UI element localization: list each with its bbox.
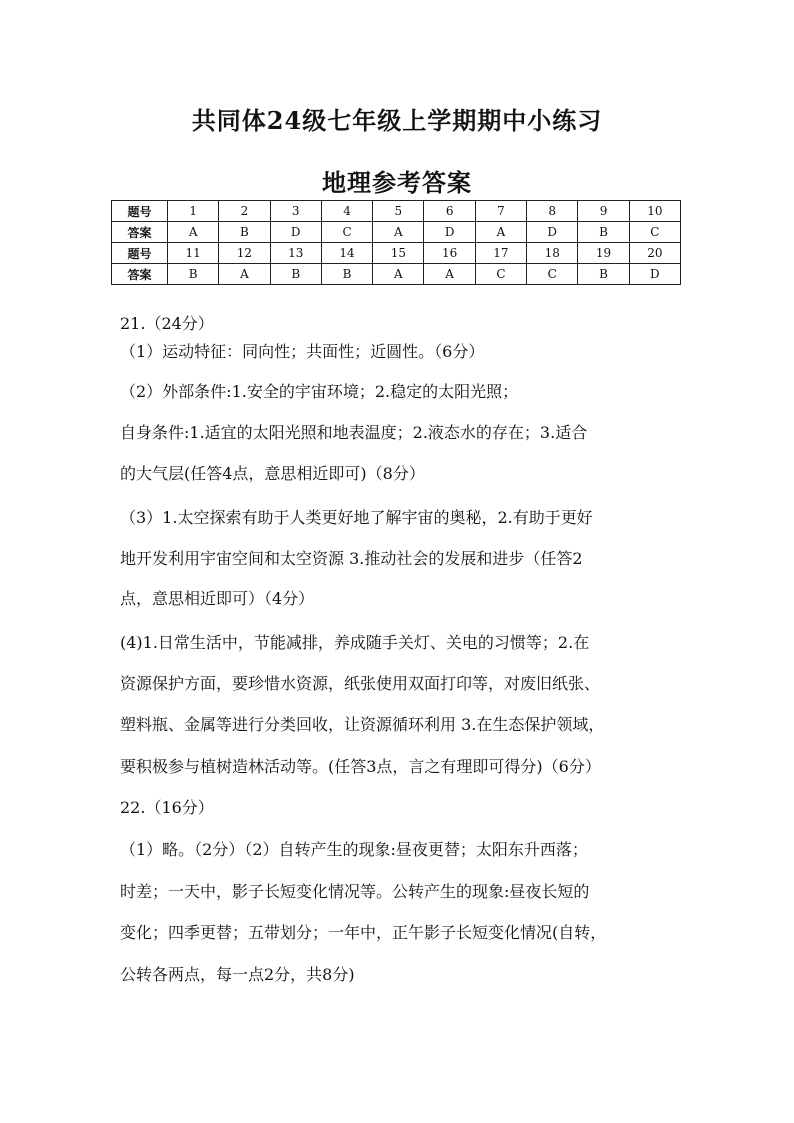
answer-line: 变化；四季更替；五带划分；一年中，正午影子长短变化情况(自转， <box>120 923 607 942</box>
table-cell: 7 <box>475 201 526 222</box>
table-cell: 10 <box>629 201 680 222</box>
answer-line: (4)1.日常生活中，节能减排，养成随手关灯、关电的习惯等；2.在 <box>120 633 590 652</box>
table-cell: 2 <box>219 201 270 222</box>
table-cell: 6 <box>424 201 475 222</box>
table-row <box>112 264 681 285</box>
table-cell: C <box>629 222 680 243</box>
answer-line: 时差；一天中，影子长短变化情况等。公转产生的现象:昼夜长短的 <box>120 882 590 901</box>
answer-line: 资源保护方面，要珍惜水资源，纸张使用双面打印等，对废旧纸张、 <box>120 674 601 693</box>
answer-line: 塑料瓶、金属等进行分类回收，让资源循环利用 3.在生态保护领域， <box>120 715 605 734</box>
table-cell: B <box>219 222 270 243</box>
table-cell: 9 <box>578 201 629 222</box>
table-cell: 20 <box>629 243 680 264</box>
answer-line: 自身条件:1.适宜的太阳光照和地表温度；2.液态水的存在；3.适合 <box>120 423 588 442</box>
question-21-header: 21.（24分） <box>120 314 214 333</box>
answer-line: 要积极参与植树造林活动等。(任答3点，言之有理即可得分)（6分） <box>120 757 601 776</box>
table-cell: B <box>321 264 372 285</box>
table-row <box>112 201 681 222</box>
table-cell: 17 <box>475 243 526 264</box>
table-cell: 1 <box>168 201 219 222</box>
document-title: 共同体24级七年级上学期期中小练习 <box>191 106 603 135</box>
table-cell: D <box>270 222 321 243</box>
answer-line: 点，意思相近即可）（4分） <box>120 589 315 608</box>
table-cell: A <box>168 222 219 243</box>
answer-line: （3）1.太空探索有助于人类更好地了解宇宙的奥秘，2.有助于更好 <box>120 508 593 527</box>
answer-line: 的大气层(任答4点，意思相近即可)（8分） <box>120 464 425 483</box>
table-cell: 12 <box>219 243 270 264</box>
table-cell: A <box>373 222 424 243</box>
answer-line: （1）略。（2分）（2）自转产生的现象:昼夜更替；太阳东升西落； <box>120 840 588 859</box>
table-cell: C <box>527 264 578 285</box>
table-cell: A <box>424 264 475 285</box>
table-cell: C <box>321 222 372 243</box>
table-cell: A <box>373 264 424 285</box>
table-cell: 13 <box>270 243 321 264</box>
table-cell: C <box>475 264 526 285</box>
row-label: 题号 <box>112 201 168 222</box>
table-cell: 15 <box>373 243 424 264</box>
table-cell: B <box>168 264 219 285</box>
row-label: 答案 <box>112 222 168 243</box>
table-row <box>112 243 681 264</box>
table-row <box>112 222 681 243</box>
table-cell: 5 <box>373 201 424 222</box>
row-label: 题号 <box>112 243 168 264</box>
row-label: 答案 <box>112 264 168 285</box>
table-cell: B <box>270 264 321 285</box>
document-subtitle: 地理参考答案 <box>322 168 472 197</box>
table-cell: 8 <box>527 201 578 222</box>
table-cell: D <box>527 222 578 243</box>
table-cell: 11 <box>168 243 219 264</box>
table-cell: 19 <box>578 243 629 264</box>
table-cell: 16 <box>424 243 475 264</box>
answer-line: （1）运动特征：同向性；共面性；近圆性。（6分） <box>120 342 485 361</box>
answer-table <box>111 200 681 285</box>
table-cell: B <box>578 222 629 243</box>
table-cell: D <box>424 222 475 243</box>
table-cell: 14 <box>321 243 372 264</box>
answer-line: （2）外部条件:1.安全的宇宙环境；2.稳定的太阳光照； <box>120 382 519 401</box>
question-22-header: 22.（16分） <box>120 798 214 817</box>
table-cell: 3 <box>270 201 321 222</box>
table-cell: A <box>219 264 270 285</box>
table-cell: B <box>578 264 629 285</box>
table-cell: A <box>475 222 526 243</box>
answer-line: 地开发利用宇宙空间和太空资源 3.推动社会的发展和进步（任答2 <box>120 549 583 568</box>
table-cell: 18 <box>527 243 578 264</box>
table-cell: 4 <box>321 201 372 222</box>
answer-line: 公转各两点，每一点2分，共8分) <box>120 965 355 984</box>
table-cell: D <box>629 264 680 285</box>
